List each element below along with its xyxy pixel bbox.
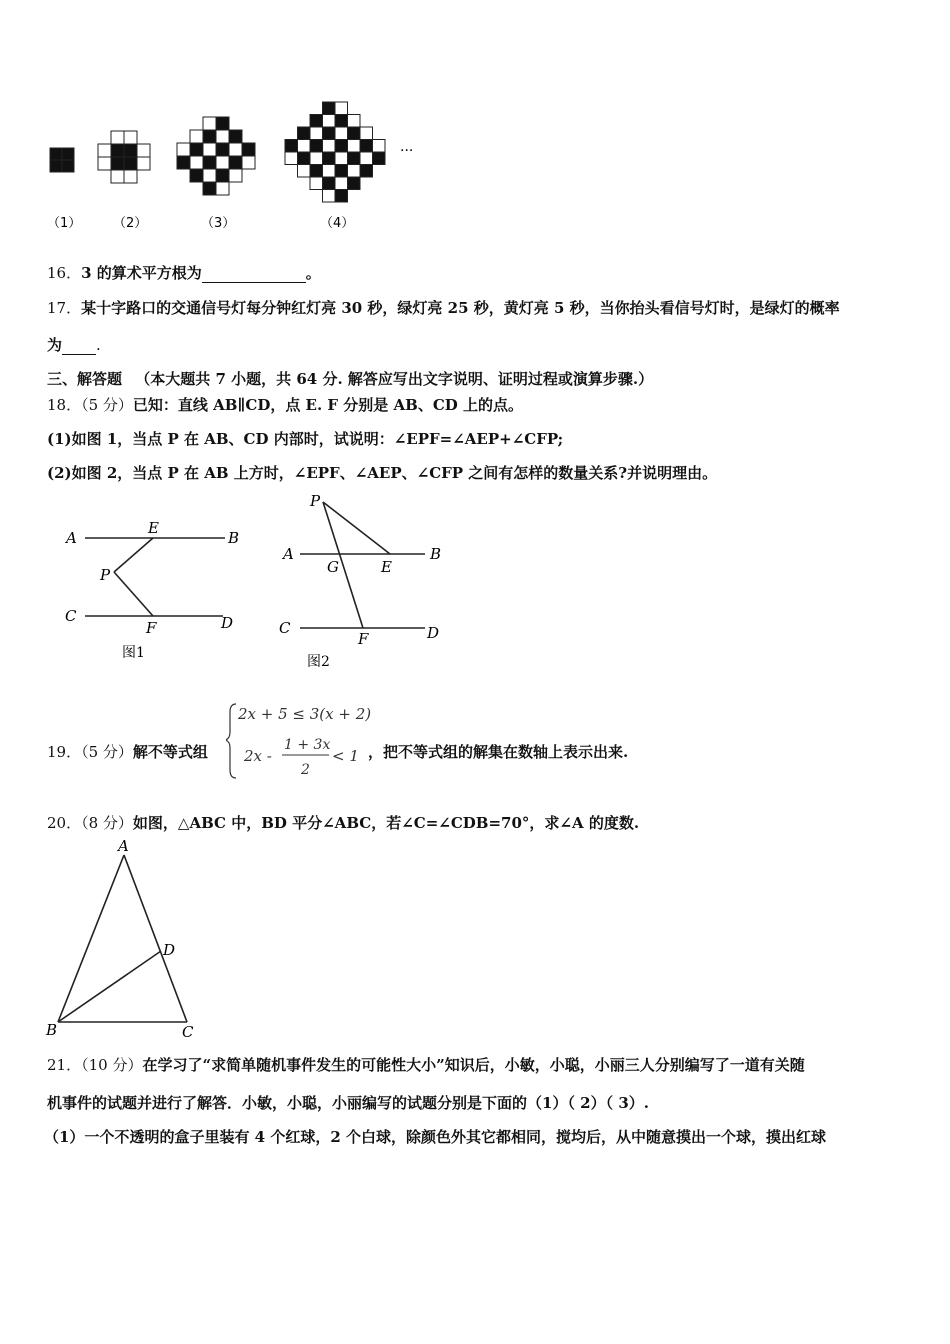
black-square (335, 115, 348, 128)
segment-ep (114, 538, 153, 572)
white-square (124, 131, 137, 144)
question-16-end: 。 (305, 264, 321, 282)
question-17-number: 17． (47, 299, 82, 317)
white-square (98, 157, 111, 170)
black-square (335, 140, 348, 153)
question-18 (47, 394, 523, 415)
black-square (360, 165, 373, 178)
question-17-prefix: 为 (47, 336, 63, 354)
pattern-figures (40, 95, 440, 240)
black-square (373, 152, 386, 165)
white-square (229, 143, 242, 156)
question-20-number: 20．（8 分） (47, 814, 133, 832)
white-square (323, 115, 336, 128)
white-square (190, 156, 203, 169)
black-square (310, 115, 323, 128)
question-16-answer-blank[interactable] (202, 264, 306, 283)
label-f: F (358, 630, 369, 648)
white-square (323, 140, 336, 153)
black-square (203, 182, 216, 195)
black-square (285, 140, 298, 153)
pattern-2 (98, 131, 150, 183)
label-e: E (381, 558, 392, 576)
label-f: F (146, 619, 157, 637)
label-a: A (283, 545, 294, 563)
question-21-line1: 在学习了“求简单随机事件发生的可能性大小”知识后，小敏，小聪，小丽三人分别编写了一道有关随 (142, 1056, 805, 1074)
black-square (216, 117, 229, 130)
white-square (216, 182, 229, 195)
white-square (124, 170, 137, 183)
white-square (323, 190, 336, 203)
black-square (360, 140, 373, 153)
segment-bd (58, 951, 161, 1022)
white-square (360, 127, 373, 140)
question-21-number: 21．（10 分） (47, 1056, 143, 1074)
segment-pe (323, 502, 390, 554)
white-square (203, 169, 216, 182)
question-17-text: 某十字路口的交通信号灯每分钟红灯亮 30 秒，绿灯亮 25 秒，黄灯亮 5 秒，当你抬头看信号灯时，是绿灯的概率 (81, 299, 840, 317)
black-square (229, 130, 242, 143)
question-16-text: 3 的算术平方根为 (81, 264, 202, 282)
question-19-prefix: 解不等式组 (132, 743, 208, 761)
black-square (216, 169, 229, 182)
system-brace (226, 704, 236, 778)
label-e: E (148, 519, 159, 537)
pattern-4 (285, 102, 385, 202)
pattern-label-2: （2） (113, 216, 148, 231)
white-square (111, 131, 124, 144)
inequality-1: 2x + 5 ≤ 3(x + 2) (238, 705, 372, 723)
white-square (137, 144, 150, 157)
question-19 (47, 741, 208, 762)
question-20-text: 如图，△ABC 中，BD 平分∠ABC，若∠C=∠CDB=70°，求∠A 的度数. (132, 814, 640, 832)
question-18-part2: (2)如图 2，当点 P 在 AB 上方时，∠EPF、∠AEP、∠CFP 之间有怎样的数量关系?并说明理由。 (47, 464, 718, 482)
question-19-suffix: ，把不等式组的解集在数轴上表示出来. (368, 743, 629, 761)
question-17 (47, 297, 840, 318)
white-square (310, 177, 323, 190)
white-square (335, 102, 348, 115)
label-b: B (46, 1021, 58, 1039)
black-square (323, 152, 336, 165)
segment-pf (114, 572, 153, 616)
side-ac (124, 855, 187, 1022)
white-square (298, 165, 311, 178)
black-square (348, 177, 361, 190)
label-c: C (65, 607, 77, 625)
white-square (323, 165, 336, 178)
black-square (323, 177, 336, 190)
black-square (335, 165, 348, 178)
question-21-line3: （1）一个不透明的盒子里装有 4 个红球，2 个白球，除颜色外其它都相同，搅均后，从中随意摸出一个球，摸出红球 (44, 1128, 826, 1146)
question-21-line2: 机事件的试题并进行了解答．小敏，小聪，小丽编写的试题分别是下面的（1）（ 2）（ 3）. (47, 1094, 649, 1112)
black-square (190, 143, 203, 156)
white-square (310, 152, 323, 165)
inequality-2-left: 2x - (244, 747, 272, 765)
white-square (360, 152, 373, 165)
question-17-answer-blank[interactable] (62, 336, 96, 355)
label-a: A (118, 837, 129, 855)
question-18-part1: (1)如图 1，当点 P 在 AB、CD 内部时，试说明：∠EPF=∠AEP+∠CFP; (47, 430, 564, 448)
section-3-header (47, 368, 653, 389)
black-square (310, 140, 323, 153)
pattern-label-4: （4） (320, 216, 355, 231)
question-19-number: 19．（5 分） (47, 743, 133, 761)
black-square (323, 102, 336, 115)
label-d: D (163, 941, 176, 959)
black-square (50, 148, 62, 160)
question-17-end: . (96, 336, 101, 354)
black-square (50, 160, 62, 172)
black-square (298, 152, 311, 165)
pattern-ellipsis: ··· (400, 143, 414, 159)
black-square (203, 156, 216, 169)
figure-1-caption: 图1 (122, 645, 145, 661)
black-square (124, 157, 137, 170)
black-square (298, 127, 311, 140)
white-square (177, 143, 190, 156)
white-square (216, 156, 229, 169)
black-square (229, 156, 242, 169)
white-square (335, 127, 348, 140)
black-square (62, 148, 74, 160)
triangle-figure (40, 835, 210, 1045)
label-b: B (228, 529, 240, 547)
question-16 (47, 262, 321, 283)
white-square (98, 144, 111, 157)
white-square (285, 152, 298, 165)
white-square (229, 169, 242, 182)
question-17-line2 (47, 334, 101, 355)
fraction-denominator: 2 (301, 762, 310, 778)
white-square (111, 170, 124, 183)
white-square (190, 130, 203, 143)
black-square (310, 165, 323, 178)
question-18-text: 已知：直线 AB∥CD，点 E. F 分别是 AB、CD 上的点。 (132, 396, 524, 414)
white-square (348, 140, 361, 153)
inequality-2-right: < 1 (332, 747, 359, 765)
pattern-label-3: （3） (201, 216, 236, 231)
pattern-1 (50, 148, 74, 172)
label-d: D (221, 614, 234, 632)
label-a: A (66, 529, 77, 547)
black-square (124, 144, 137, 157)
label-p: P (310, 492, 321, 510)
black-square (335, 190, 348, 203)
label-d: D (427, 624, 440, 642)
black-square (242, 143, 255, 156)
black-square (190, 169, 203, 182)
white-square (348, 165, 361, 178)
label-c: C (182, 1023, 194, 1041)
pattern-label-1: （1） (47, 216, 82, 231)
white-square (203, 117, 216, 130)
black-square (111, 144, 124, 157)
black-square (62, 160, 74, 172)
question-18-number: 18．（5 分） (47, 396, 133, 414)
black-square (216, 143, 229, 156)
figure-1 (60, 515, 250, 665)
white-square (242, 156, 255, 169)
white-square (348, 115, 361, 128)
pattern-3 (177, 117, 255, 195)
white-square (373, 140, 386, 153)
figure-2-caption: 图2 (307, 654, 330, 670)
label-p: P (100, 566, 111, 584)
label-c: C (279, 619, 291, 637)
black-square (348, 127, 361, 140)
white-square (298, 140, 311, 153)
figure-2 (275, 490, 455, 675)
black-square (348, 152, 361, 165)
section-3-title: 三、解答题 (47, 370, 123, 388)
white-square (137, 157, 150, 170)
section-3-note: （本大题共 7 小题，共 64 分. 解答应写出文字说明、证明过程或演算步骤.） (135, 370, 654, 388)
black-square (111, 157, 124, 170)
question-20 (47, 812, 639, 833)
white-square (310, 127, 323, 140)
white-square (335, 152, 348, 165)
side-ab (58, 855, 124, 1022)
white-square (203, 143, 216, 156)
white-square (216, 130, 229, 143)
label-b: B (430, 545, 442, 563)
black-square (203, 130, 216, 143)
label-g: G (327, 558, 339, 576)
inequality-system (226, 700, 376, 782)
fraction-numerator: 1 + 3x (284, 737, 331, 753)
white-square (335, 177, 348, 190)
black-square (177, 156, 190, 169)
question-21 (47, 1054, 805, 1075)
question-16-number: 16． (47, 264, 82, 282)
black-square (323, 127, 336, 140)
